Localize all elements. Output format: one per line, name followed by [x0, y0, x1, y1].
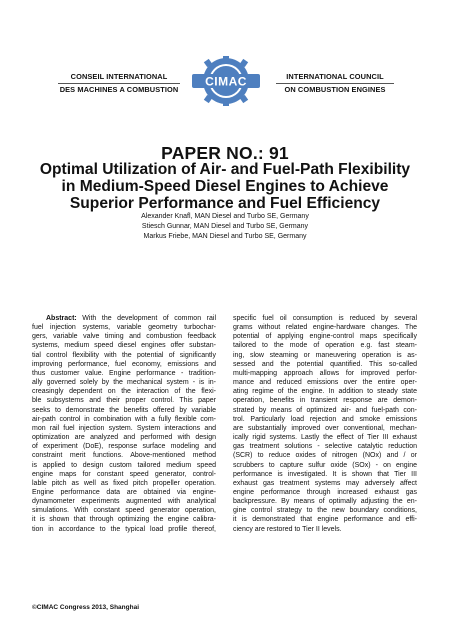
conference-footer: ©CIMAC Congress 2013, Shanghai: [32, 604, 140, 611]
abstract-line: it is shown that through optimizing the engine calibra-: [32, 516, 216, 524]
abstract-line: thus customer value. Engine performance - tradition-: [32, 369, 216, 377]
abstract-line: performance is investigated. It is shown that Tier III: [233, 470, 417, 478]
logo-wordmark: CIMAC: [205, 74, 247, 89]
abstract-line: potential of applying engine-control maps specifically: [233, 333, 417, 341]
abstract-line: tion in accordance to the typical load profile thereof,: [32, 525, 216, 533]
abstract-line: tial control flexibility with the potential of significantly: [32, 351, 216, 359]
abstract-line: constraint merit functions. Above-mentioned method: [32, 452, 216, 460]
abstract-line: are substantially improved over conventional, mechan-: [233, 424, 417, 432]
abstract-line: operation, benefits in transient response are demon-: [233, 397, 417, 405]
author-3: Markus Friebe, MAN Diesel and Turbo SE, Germany: [143, 233, 307, 240]
header-divider-left: [58, 83, 180, 84]
abstract-line: multi-mapping approach allows for improved perfor-: [233, 369, 417, 377]
abstract-line: lable pitch as well as fixed pitch propeller operation.: [32, 479, 216, 487]
abstract-line: creasingly dependent on the interaction of the flexi-: [32, 388, 216, 396]
abstract-line: simulations. With constant speed generator operation,: [32, 507, 216, 515]
abstract-line: ble subsystems and their proper control. This paper: [32, 397, 216, 405]
org-english-line-1: INTERNATIONAL COUNCIL: [286, 72, 384, 81]
abstract-line: ing, slow steaming or maneuvering operation is as-: [233, 351, 417, 359]
abstract-line: (SCR) to reduce oxides of nitrogen (NOx) and / or: [233, 452, 417, 460]
title-line-1: Optimal Utilization of Air- and Fuel-Path Flexibility: [39, 161, 411, 178]
abstract-line: improving performance, fuel economy, emissions and: [32, 360, 216, 368]
abstract-line: sessed and the potential quantified. This so-called: [233, 360, 417, 368]
abstract-line: tailored to the mode of operation e.g. fast steam-: [233, 342, 417, 350]
abstract-line: gas treatment solutions - selective catalytic reduction: [233, 443, 417, 451]
abstract-first-text: With the development of common rail: [76, 315, 216, 322]
abstract-line: gers, variable valve timing and combustion feedback: [32, 333, 216, 341]
abstract-line: ally governed solely by the mechanical system - is in-: [32, 379, 216, 387]
org-english-line-2: ON COMBUSTION ENGINES: [284, 85, 386, 94]
abstract-line: seeks to demonstrate the benefits offered by variable: [32, 406, 216, 414]
org-french-line-1: CONSEIL INTERNATIONAL: [70, 72, 168, 81]
title-line-3: Superior Performance and Fuel Efficiency: [69, 195, 381, 212]
abstract-line: fuel injection systems, variable geometry turbochar-: [32, 324, 216, 332]
abstract-column-right: [233, 314, 417, 534]
abstract-line: dynamometer experiments augmented with analytical: [32, 498, 216, 506]
abstract-line: mance and reduced emissions over the entire oper-: [233, 379, 417, 387]
abstract-line: gine control strategy to the new boundary conditions,: [233, 507, 417, 515]
abstract-line: specific fuel oil consumption is reduced by several: [233, 315, 417, 322]
abstract-first-line: [32, 314, 216, 323]
author-list: [0, 212, 450, 242]
abstract-column-left: [32, 314, 216, 534]
abstract-line: air-path control in combination with a fully flexible com-: [32, 415, 216, 423]
abstract-line: ically rigid systems. Lastly the effect of Tier III exhaust: [233, 434, 417, 442]
cimac-logo: [186, 56, 266, 106]
abstract-line-last: ciency are restored to Tier II levels.: [233, 525, 342, 533]
abstract-line: of experiment (DoE), response surface modeling and: [32, 443, 216, 451]
paper-title: [20, 161, 430, 212]
abstract-line: it is demonstrated that engine performance and effi-: [233, 516, 417, 524]
abstract-label: Abstract:: [46, 315, 77, 322]
abstract-line: systems, medium speed diesel engines offer substan-: [32, 342, 216, 350]
abstract-line: backpressure. By means of optimally adjusting the en-: [233, 498, 417, 506]
title-line-2: in Medium-Speed Diesel Engines to Achieve: [61, 178, 389, 195]
abstract-line: mon rail fuel injection system. System interactions and: [32, 424, 216, 432]
abstract-line: exhaust gas treatment systems may adversely affect: [233, 479, 417, 487]
abstract-line: optimization are analyzed and performed with design: [32, 434, 216, 442]
abstract-line: strated by means of optimized air- and fuel-path con-: [233, 406, 417, 414]
abstract-line: grams without related engine-hardware changes. The: [233, 324, 417, 332]
org-french-line-2: DES MACHINES A COMBUSTION: [59, 85, 179, 94]
paper-number: PAPER NO.: 91: [161, 143, 289, 163]
abstract-line: trol. Particularly load rejection and smoke emissions: [233, 415, 417, 423]
abstract-line: engine maps for constant speed generator, control-: [32, 470, 216, 478]
abstract-line: is applied to design custom tailored medium speed: [32, 461, 216, 469]
header-divider-right: [276, 83, 394, 84]
author-2: Stiesch Gunnar, MAN Diesel and Turbo SE, Germany: [141, 223, 309, 230]
abstract-line: engine performance through increased exhaust gas: [233, 488, 417, 496]
author-1: Alexander Knafl, MAN Diesel and Turbo SE, Germany: [141, 213, 309, 220]
abstract-line: ating regime of the engine. In addition to steady state: [233, 388, 417, 396]
abstract-line: Engine performance data are obtained via engine-: [32, 488, 216, 496]
abstract-line: scrubbers to capture sulfur oxide (SOx) - on engine: [233, 461, 417, 469]
